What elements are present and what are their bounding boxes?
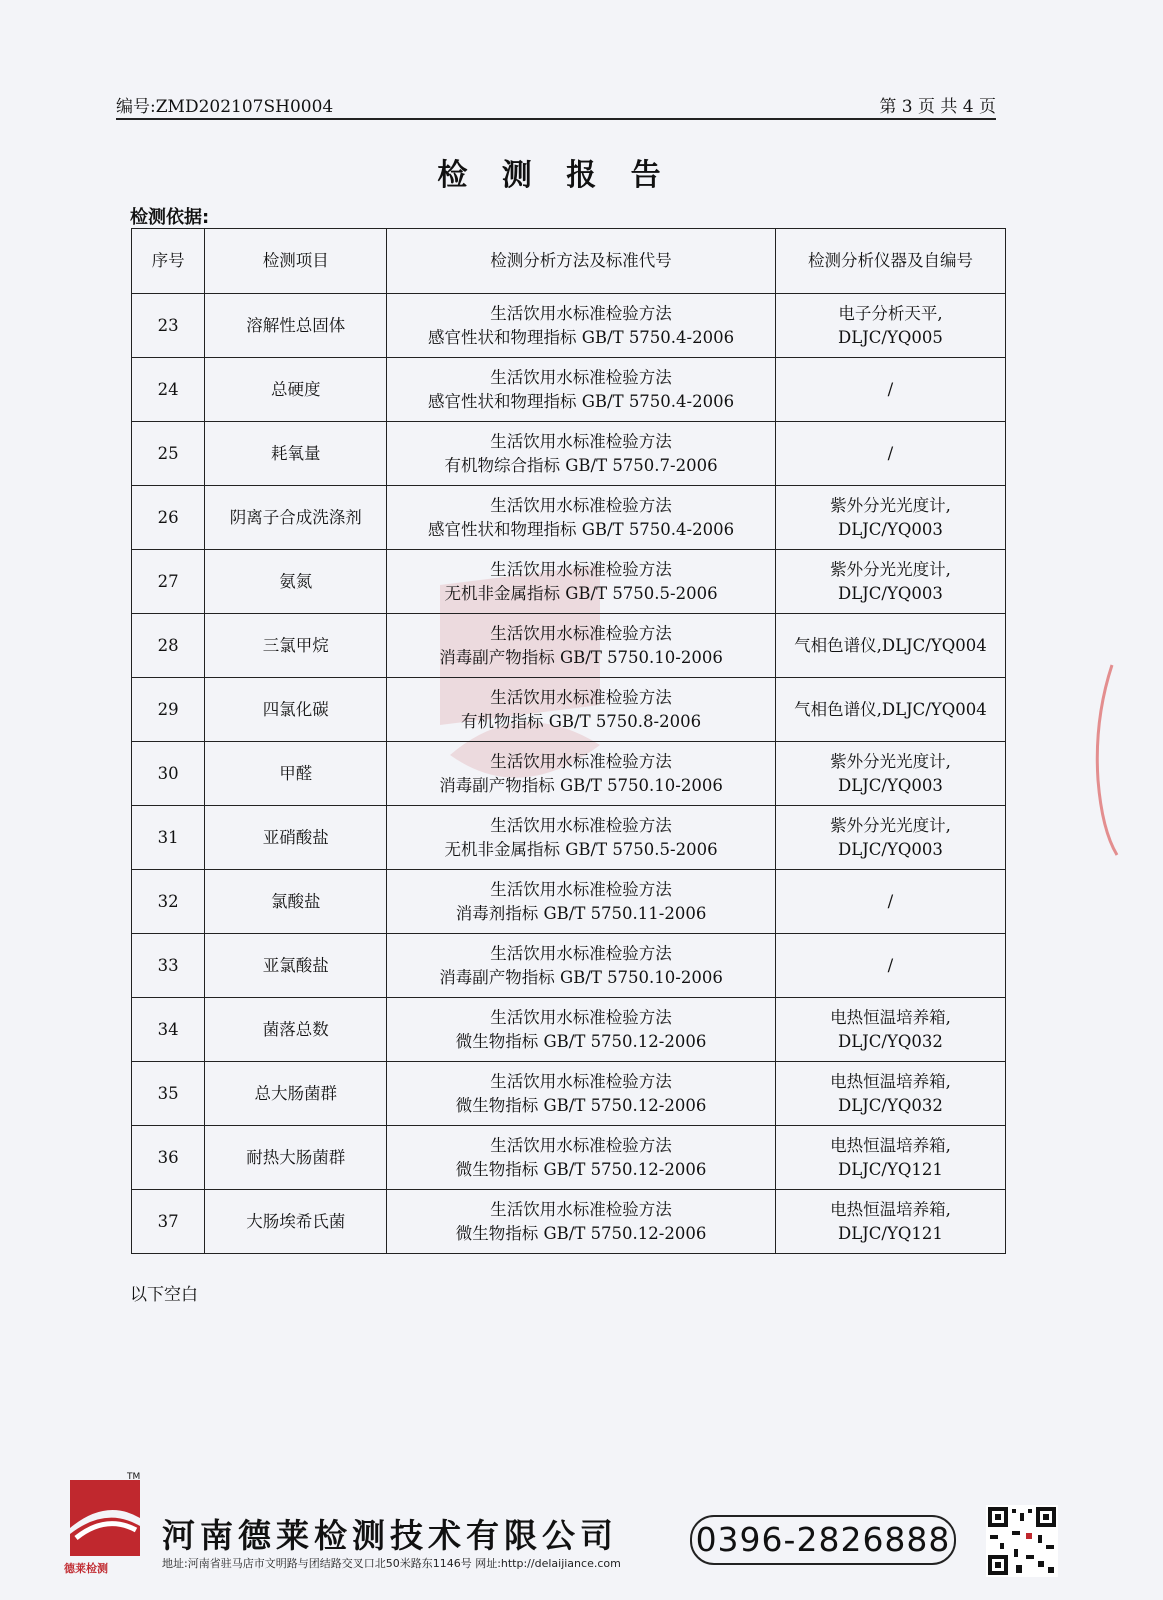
method-cell — [387, 998, 776, 1062]
table-row — [132, 934, 1006, 998]
trademark-mark: TM — [127, 1472, 141, 1482]
method-line-1: 生活饮用水标准检验方法 — [490, 815, 672, 835]
instrument-line-1: / — [887, 955, 894, 975]
test-item: 菌落总数 — [205, 998, 387, 1062]
method-cell — [387, 1062, 776, 1126]
method-line-1: 生活饮用水标准检验方法 — [490, 1007, 672, 1027]
instrument-line-2: DLJC/YQ003 — [838, 839, 943, 859]
instrument-line-1: 紫外分光光度计, — [830, 559, 951, 579]
table-row — [132, 1190, 1006, 1254]
instrument-line-1: / — [887, 443, 894, 463]
test-item: 亚氯酸盐 — [205, 934, 387, 998]
method-cell — [387, 486, 776, 550]
instrument-line-1: 电热恒温培养箱, — [830, 1071, 951, 1091]
instrument-cell — [775, 998, 1005, 1062]
method-cell — [387, 614, 776, 678]
method-line-1: 生活饮用水标准检验方法 — [490, 367, 672, 387]
method-line-2: 消毒副产物指标 GB/T 5750.10-2006 — [439, 775, 723, 795]
table-row — [132, 550, 1006, 614]
table-row — [132, 806, 1006, 870]
instrument-line-2: DLJC/YQ003 — [838, 775, 943, 795]
instrument-line-2: DLJC/YQ005 — [838, 327, 943, 347]
company-logo-icon — [66, 1478, 144, 1558]
row-number: 28 — [132, 614, 205, 678]
instrument-line-1: / — [887, 379, 894, 399]
table-row — [132, 1062, 1006, 1126]
method-cell — [387, 358, 776, 422]
basis-label: 检测依据: — [130, 207, 210, 228]
instrument-line-1: 紫外分光光度计, — [830, 751, 951, 771]
instrument-cell — [775, 358, 1005, 422]
instrument-line-1: 电热恒温培养箱, — [830, 1199, 951, 1219]
company-address: 地址:河南省驻马店市文明路与团结路交叉口北50米路东1146号 网址:http://delaijiance.com — [162, 1557, 621, 1570]
method-line-2: 消毒副产物指标 GB/T 5750.10-2006 — [439, 967, 723, 987]
test-item: 大肠埃希氏菌 — [205, 1190, 387, 1254]
test-item: 四氯化碳 — [205, 678, 387, 742]
instrument-line-1: 紫外分光光度计, — [830, 815, 951, 835]
phone-number: 0396-2826888 — [690, 1515, 956, 1565]
table-header-row — [132, 229, 1006, 294]
method-line-1: 生活饮用水标准检验方法 — [490, 943, 672, 963]
row-number: 25 — [132, 422, 205, 486]
table-row — [132, 1126, 1006, 1190]
instrument-cell — [775, 742, 1005, 806]
method-line-2: 感官性状和物理指标 GB/T 5750.4-2006 — [427, 391, 735, 411]
test-item: 耐热大肠菌群 — [205, 1126, 387, 1190]
test-item: 耗氧量 — [205, 422, 387, 486]
method-line-2: 有机物指标 GB/T 5750.8-2006 — [460, 711, 702, 731]
report-header — [116, 92, 996, 120]
instrument-line-2: DLJC/YQ003 — [838, 519, 943, 539]
seal-stamp-fragment — [1092, 660, 1122, 860]
instrument-line-2: DLJC/YQ032 — [838, 1031, 943, 1051]
method-cell — [387, 1126, 776, 1190]
test-item: 三氯甲烷 — [205, 614, 387, 678]
table-row — [132, 358, 1006, 422]
instrument-cell — [775, 614, 1005, 678]
instrument-line-2: DLJC/YQ003 — [838, 583, 943, 603]
method-cell — [387, 294, 776, 358]
row-number: 30 — [132, 742, 205, 806]
method-line-1: 生活饮用水标准检验方法 — [490, 1135, 672, 1155]
method-cell — [387, 550, 776, 614]
method-line-1: 生活饮用水标准检验方法 — [490, 623, 672, 643]
table-row — [132, 678, 1006, 742]
instrument-cell — [775, 934, 1005, 998]
method-line-2: 消毒剂指标 GB/T 5750.11-2006 — [455, 903, 707, 923]
method-line-1: 生活饮用水标准检验方法 — [490, 751, 672, 771]
header-method: 检测分析方法及标准代号 — [387, 229, 776, 294]
blank-note: 以下空白 — [130, 1285, 198, 1305]
method-line-2: 有机物综合指标 GB/T 5750.7-2006 — [444, 455, 718, 475]
row-number: 29 — [132, 678, 205, 742]
table-row — [132, 870, 1006, 934]
instrument-line-2: DLJC/YQ121 — [838, 1223, 943, 1243]
instrument-cell — [775, 486, 1005, 550]
method-line-1: 生活饮用水标准检验方法 — [490, 559, 672, 579]
instrument-line-1: 气相色谱仪,DLJC/YQ004 — [794, 699, 987, 719]
row-number: 33 — [132, 934, 205, 998]
instrument-line-1: 气相色谱仪,DLJC/YQ004 — [794, 635, 987, 655]
instrument-cell — [775, 1062, 1005, 1126]
row-number: 31 — [132, 806, 205, 870]
method-line-2: 微生物指标 GB/T 5750.12-2006 — [455, 1223, 707, 1243]
method-line-2: 微生物指标 GB/T 5750.12-2006 — [455, 1095, 707, 1115]
report-title: 检 测 报 告 — [437, 158, 673, 193]
method-line-2: 感官性状和物理指标 GB/T 5750.4-2006 — [427, 327, 735, 347]
test-item: 氨氮 — [205, 550, 387, 614]
instrument-line-1: / — [887, 891, 894, 911]
header-instrument: 检测分析仪器及自编号 — [775, 229, 1005, 294]
row-number: 24 — [132, 358, 205, 422]
row-number: 37 — [132, 1190, 205, 1254]
method-line-1: 生活饮用水标准检验方法 — [490, 431, 672, 451]
method-line-1: 生活饮用水标准检验方法 — [490, 303, 672, 323]
method-line-1: 生活饮用水标准检验方法 — [490, 879, 672, 899]
test-item: 总硬度 — [205, 358, 387, 422]
method-line-1: 生活饮用水标准检验方法 — [490, 495, 672, 515]
logo-text: 德莱检测 — [64, 1562, 108, 1575]
instrument-line-1: 电子分析天平, — [838, 303, 943, 323]
instrument-line-2: DLJC/YQ032 — [838, 1095, 943, 1115]
method-line-2: 微生物指标 GB/T 5750.12-2006 — [455, 1159, 707, 1179]
instrument-line-1: 紫外分光光度计, — [830, 495, 951, 515]
method-line-2: 消毒副产物指标 GB/T 5750.10-2006 — [439, 647, 723, 667]
instrument-cell — [775, 294, 1005, 358]
instrument-cell — [775, 870, 1005, 934]
test-item: 溶解性总固体 — [205, 294, 387, 358]
row-number: 32 — [132, 870, 205, 934]
instrument-cell — [775, 678, 1005, 742]
company-name: 河南德莱检测技术有限公司 — [162, 1516, 618, 1555]
test-item: 亚硝酸盐 — [205, 806, 387, 870]
test-item: 氯酸盐 — [205, 870, 387, 934]
row-number: 26 — [132, 486, 205, 550]
method-cell — [387, 806, 776, 870]
method-cell — [387, 1190, 776, 1254]
method-line-1: 生活饮用水标准检验方法 — [490, 1199, 672, 1219]
instrument-line-1: 电热恒温培养箱, — [830, 1135, 951, 1155]
header-item: 检测项目 — [205, 229, 387, 294]
report-number: 编号:ZMD202107SH0004 — [116, 97, 334, 117]
instrument-line-1: 电热恒温培养箱, — [830, 1007, 951, 1027]
table-row — [132, 614, 1006, 678]
method-cell — [387, 422, 776, 486]
row-number: 27 — [132, 550, 205, 614]
table-row — [132, 486, 1006, 550]
instrument-cell — [775, 1190, 1005, 1254]
header-no: 序号 — [132, 229, 205, 294]
table-row — [132, 742, 1006, 806]
instrument-cell — [775, 1126, 1005, 1190]
method-cell — [387, 870, 776, 934]
page-info: 第 3 页 共 4 页 — [879, 97, 996, 117]
instrument-cell — [775, 806, 1005, 870]
test-basis-table — [131, 228, 1006, 1254]
method-line-2: 感官性状和物理指标 GB/T 5750.4-2006 — [427, 519, 735, 539]
test-item: 甲醛 — [205, 742, 387, 806]
method-cell — [387, 742, 776, 806]
qr-code-icon — [986, 1505, 1058, 1577]
table-row — [132, 422, 1006, 486]
row-number: 36 — [132, 1126, 205, 1190]
method-line-2: 无机非金属指标 GB/T 5750.5-2006 — [444, 839, 718, 859]
test-item: 阴离子合成洗涤剂 — [205, 486, 387, 550]
method-cell — [387, 934, 776, 998]
instrument-cell — [775, 422, 1005, 486]
table-row — [132, 998, 1006, 1062]
row-number: 23 — [132, 294, 205, 358]
method-cell — [387, 678, 776, 742]
method-line-2: 微生物指标 GB/T 5750.12-2006 — [455, 1031, 707, 1051]
test-item: 总大肠菌群 — [205, 1062, 387, 1126]
method-line-1: 生活饮用水标准检验方法 — [490, 687, 672, 707]
table-row — [132, 294, 1006, 358]
instrument-cell — [775, 550, 1005, 614]
instrument-line-2: DLJC/YQ121 — [838, 1159, 943, 1179]
method-line-1: 生活饮用水标准检验方法 — [490, 1071, 672, 1091]
row-number: 35 — [132, 1062, 205, 1126]
row-number: 34 — [132, 998, 205, 1062]
method-line-2: 无机非金属指标 GB/T 5750.5-2006 — [444, 583, 718, 603]
